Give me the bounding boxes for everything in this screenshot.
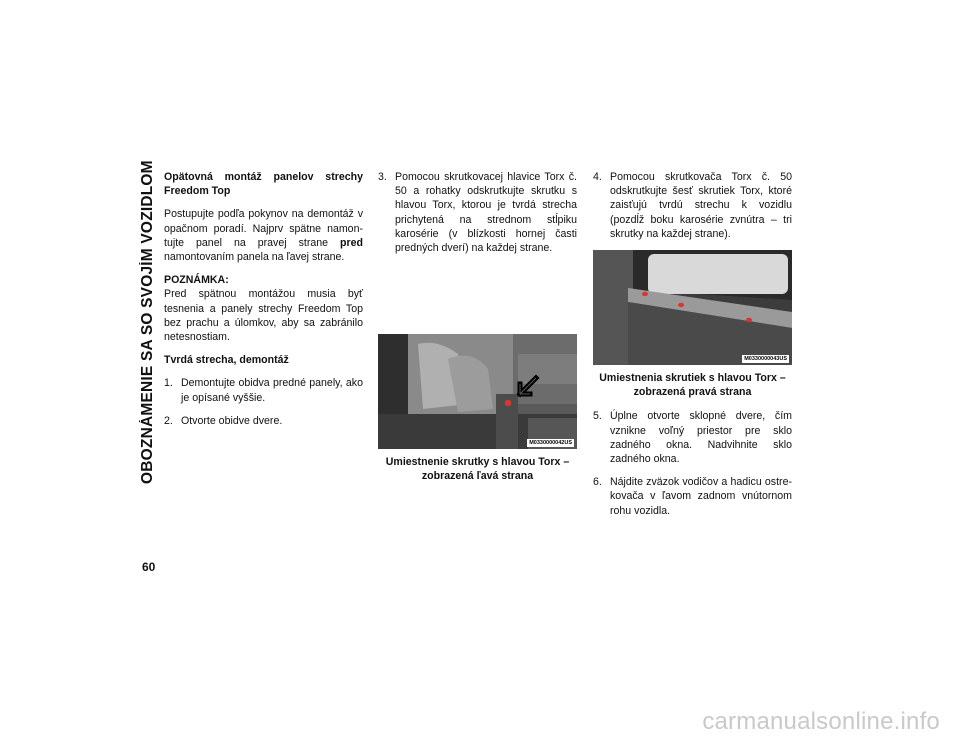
step-text: Úplne otvorte sklopné dvere, čím vznikne voľný priestor pre sklo zadného okna. Nadvihnite sklo zadného okna. [610,410,792,466]
step-text: Pomocou skrutkovača Torx č. 50 odskrutkujte šesť skrutiek Torx, ktoré zaisťujú tvrdú strechu k vozidlu (pozdĺž boku karosérie zvnútra – tri skrutky na každej strane). [610,171,792,240]
bolt-marker [746,318,752,322]
note-block [164,273,363,344]
column-1 [164,170,363,437]
bolt-marker [678,303,684,307]
step-number: 1. [164,377,173,390]
note-text: Pred spätnou montážou musia byť tesnenia a panely strechy Freedom Top bez prachu a úlomkov, aby sa zabránilo netesnostiam. [164,288,363,344]
bolt-marker [642,292,648,296]
step-4 [593,170,792,241]
section-side-title: OBOZNÁMENIE SA SO SVOJÍM VOZIDLOM [139,160,156,484]
page-number: 60 [142,560,156,574]
note-title: POZNÁMKA: [164,274,229,287]
step-text: Nájdite zväzok vodičov a hadicu ostrekovača v ľavom zadnom vnútornom rohu vozidla. [610,476,792,517]
step-2 [164,414,363,428]
step-3 [378,170,577,255]
intro-text-before: Postupujte podľa pokynov na demontáž v opačnom poradí. Najprv spätne namontujte panel na pravej strane [164,208,363,249]
figure-caption: Umiestnenie skrutky s hlavou Torx – zobrazená ľavá strana [385,456,570,483]
step-5 [593,409,792,466]
bolt-marker [505,400,511,406]
intro-paragraph [164,207,363,264]
step-number: 4. [593,171,602,183]
intro-text-bold: pred [340,236,363,249]
column-3 [593,170,792,527]
section-heading-hard-top: Tvrdá strecha, demontáž [164,354,289,367]
photo-left-door-pillar [378,334,577,449]
section-heading-freedom-top: Opätovná montáž panelov strechy Freedom Top [164,171,363,198]
column-2 [378,170,577,494]
step-1 [164,376,363,404]
step-6 [593,475,792,518]
step-text: Otvorte obidve dvere. [181,414,283,427]
watermark-text: carmanualsonline.info [702,708,940,735]
step-number: 3. [378,171,387,183]
step-number: 2. [164,414,173,427]
intro-text-after: namontovaním panela na ľavej strane. [164,251,345,264]
figure-right-bolt-locations [593,250,792,365]
step-text: Demontujte obidva predné panely, ako je opísané vyššie. [181,377,363,404]
figure-caption: Umiestnenia skrutiek s hlavou Torx – zobrazená pravá strana [599,372,786,399]
step-number: 6. [593,476,602,489]
photo-right-body-side [593,250,792,365]
figure-left-bolt-location [378,334,577,449]
step-number: 5. [593,410,602,423]
figure-code: M0330000042US [529,440,572,447]
figure-code: M0330000043US [744,356,787,363]
step-text: Pomocou skrutkovacej hlavice Torx č. 50 a rohatky odskrutkujte skrutku s hlavou Torx, ktorou je tvrdá strecha prichytená na strednom stĺpiku karosérie (v blízkosti hornej časti predných dverí) na každej strane. [395,171,577,255]
